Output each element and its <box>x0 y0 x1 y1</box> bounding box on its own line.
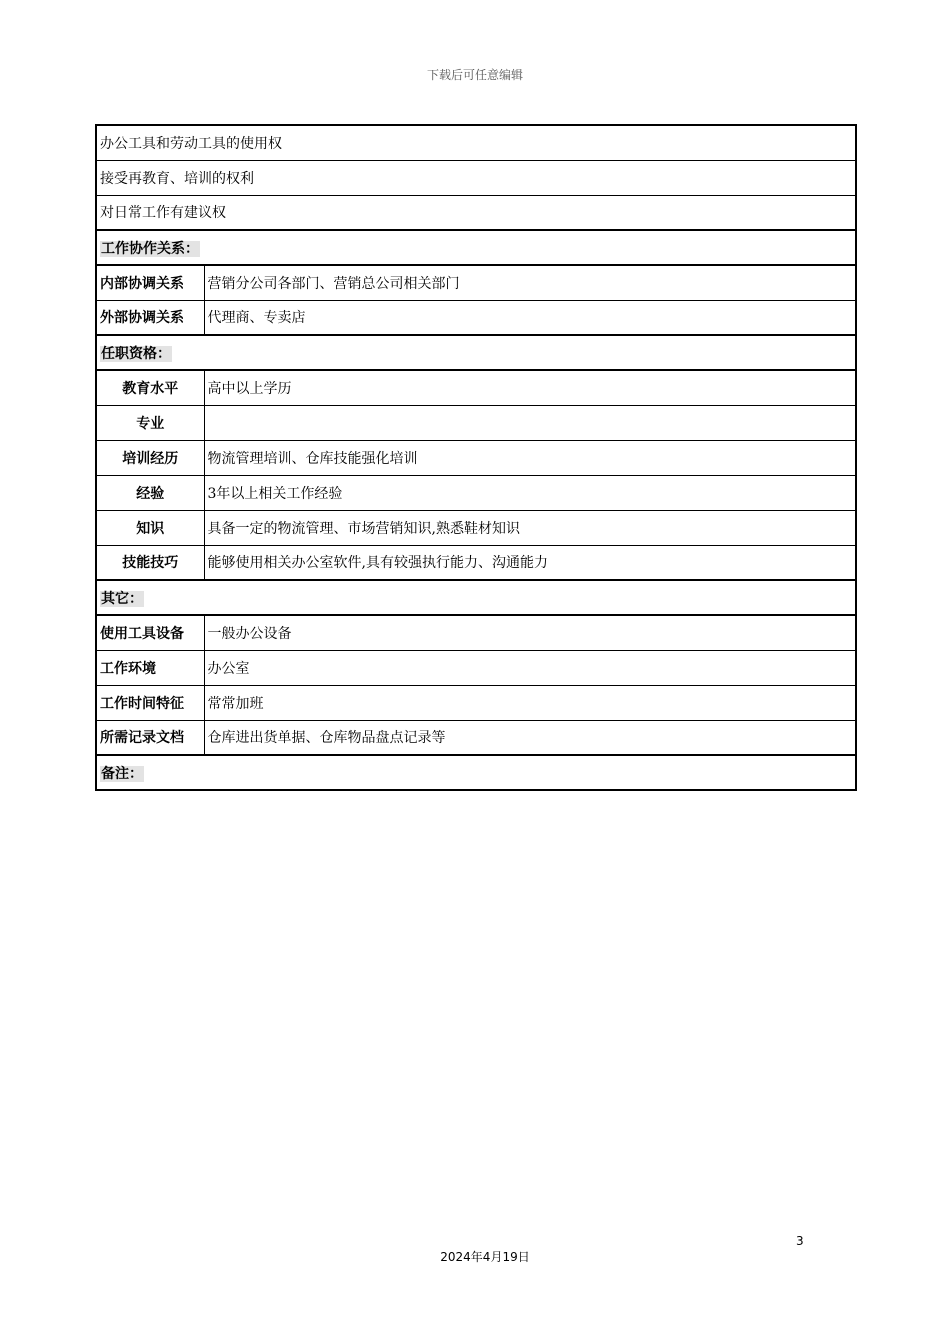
row-label: 培训经历 <box>96 440 204 475</box>
right-item: 接受再教育、培训的权利 <box>96 160 856 195</box>
section-title: 任职资格： <box>101 345 171 362</box>
row-label: 技能技巧 <box>96 545 204 580</box>
row-value: 3年以上相关工作经验 <box>204 475 856 510</box>
row-label: 工作环境 <box>96 650 204 685</box>
section-remarks <box>96 755 856 790</box>
section-other <box>96 580 856 615</box>
table-row <box>96 300 856 335</box>
row-label: 工作时间特征 <box>96 685 204 720</box>
table-row <box>96 545 856 580</box>
section-qualifications <box>96 335 856 370</box>
row-label: 知识 <box>96 510 204 545</box>
row-label: 专业 <box>96 405 204 440</box>
row-label: 所需记录文档 <box>96 720 204 755</box>
table-row <box>96 440 856 475</box>
table-row <box>96 650 856 685</box>
right-item: 对日常工作有建议权 <box>96 195 856 230</box>
section-title: 其它： <box>101 590 143 607</box>
row-value: 营销分公司各部门、营销总公司相关部门 <box>204 265 856 300</box>
row-value: 代理商、专卖店 <box>204 300 856 335</box>
table-row <box>96 195 856 230</box>
table-row <box>96 685 856 720</box>
right-item: 办公工具和劳动工具的使用权 <box>96 125 856 160</box>
table-row <box>96 405 856 440</box>
row-label: 教育水平 <box>96 370 204 405</box>
table-row <box>96 475 856 510</box>
row-value: 办公室 <box>204 650 856 685</box>
table-row <box>96 615 856 650</box>
row-label: 使用工具设备 <box>96 615 204 650</box>
row-value: 能够使用相关办公室软件,具有较强执行能力、沟通能力 <box>204 545 856 580</box>
row-value: 常常加班 <box>204 685 856 720</box>
page-number: 3 <box>796 1234 804 1248</box>
table-row <box>96 160 856 195</box>
row-value: 仓库进出货单据、仓库物品盘点记录等 <box>204 720 856 755</box>
row-label: 经验 <box>96 475 204 510</box>
row-value <box>204 405 856 440</box>
row-value: 一般办公设备 <box>204 615 856 650</box>
section-title: 工作协作关系： <box>101 240 199 257</box>
section-collaboration <box>96 230 856 265</box>
footer-date: 2024年4月19日 <box>440 1250 530 1264</box>
section-title: 备注： <box>101 765 143 782</box>
table-row <box>96 510 856 545</box>
row-value: 高中以上学历 <box>204 370 856 405</box>
table-row <box>96 125 856 160</box>
table-row <box>96 370 856 405</box>
row-value: 具备一定的物流管理、市场营销知识,熟悉鞋材知识 <box>204 510 856 545</box>
job-description-table <box>95 124 857 791</box>
row-value: 物流管理培训、仓库技能强化培训 <box>204 440 856 475</box>
table-row <box>96 265 856 300</box>
header-note: 下载后可任意编辑 <box>426 68 523 82</box>
row-label: 外部协调关系 <box>96 300 204 335</box>
row-label: 内部协调关系 <box>96 265 204 300</box>
table-row <box>96 720 856 755</box>
